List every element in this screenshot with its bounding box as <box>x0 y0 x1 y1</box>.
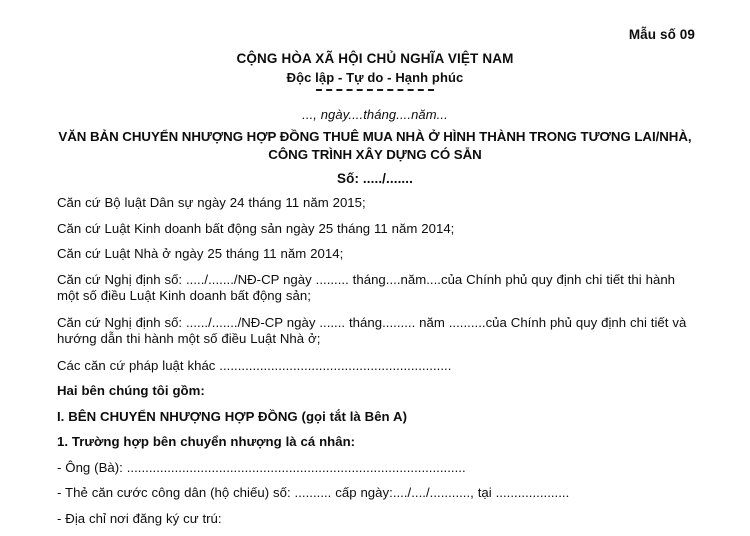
document-title: VĂN BẢN CHUYỂN NHƯỢNG HỢP ĐỒNG THUÊ MUA NHÀ Ở HÌNH THÀNH TRONG TƯƠNG LAI/NHÀ, CÔNG TRÌNH XÂY DỰNG CÓ SẴN <box>58 129 692 162</box>
section-heading-i: I. BÊN CHUYỂN NHƯỢNG HỢP ĐỒNG (gọi tắt là Bên A) <box>57 408 407 424</box>
legal-basis-paragraph-2: Căn cứ Luật Kinh doanh bất động sản ngày 25 tháng 11 năm 2014; <box>57 220 455 236</box>
national-heading: CỘNG HÒA XÃ HỘI CHỦ NGHĨA VIỆT NAM <box>236 51 514 66</box>
field-residence-address-line: - Địa chỉ nơi đăng ký cư trú: <box>57 510 222 526</box>
legal-basis-paragraph-3: Căn cứ Luật Nhà ở ngày 25 tháng 11 năm 2014; <box>57 246 344 261</box>
national-heading-block <box>0 50 750 91</box>
legal-basis-paragraph-6: Các căn cứ pháp luật khác ............................................................... <box>57 357 452 373</box>
legal-basis-paragraph-1: Căn cứ Bộ luật Dân sự ngày 24 tháng 11 năm 2015; <box>57 195 366 210</box>
document-number-label: Số: ...../....... <box>337 171 413 186</box>
subsection-heading-1: 1. Trường hợp bên chuyển nhượng là cá nhân: <box>57 434 356 449</box>
national-motto: Độc lập - Tự do - Hạnh phúc <box>286 70 464 85</box>
field-name-line: - Ông (Bà): ............................................................................................ <box>57 459 466 475</box>
form-code-label: Mẫu số 09 <box>628 27 695 42</box>
legal-basis-paragraph-4: Căn cứ Nghị định số: ...../......./NĐ-CP ngày ......... tháng....năm....của Chính phủ quy định chi tiết thi hành một số điều Luật Kinh doanh bất động sản; <box>57 271 676 303</box>
field-id-card-line: - Thẻ căn cước công dân (hộ chiếu) số: .......... cấp ngày:..../..../..........., tại .................... <box>57 485 570 500</box>
motto-divider-rule <box>316 89 434 91</box>
date-placeholder: ..., ngày....tháng....năm... <box>302 107 448 122</box>
parties-intro: Hai bên chúng tôi gồm: <box>57 383 205 398</box>
legal-basis-paragraph-5: Căn cứ Nghị định số: ....../......./NĐ-CP ngày ....... tháng......... năm ..........của Chính phủ quy định chi tiết và hướng dẫn thi hành một số điều Luật Nhà ở; <box>57 314 687 346</box>
document-body <box>57 195 695 536</box>
